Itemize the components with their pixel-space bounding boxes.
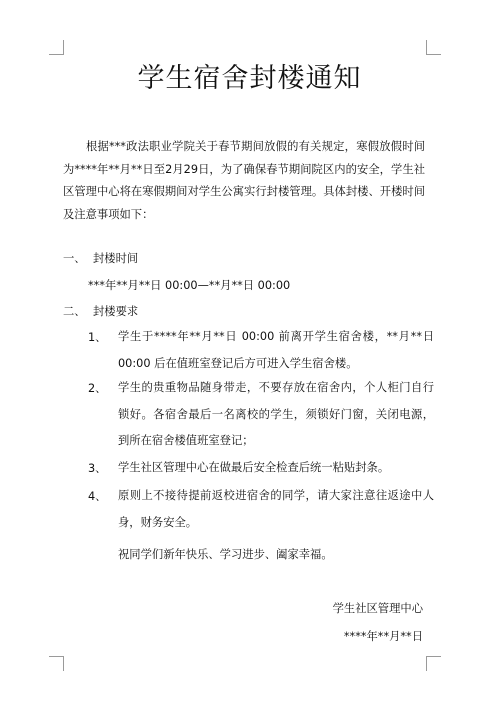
- signature-date: ****年**月**日: [343, 630, 423, 643]
- crop-mark-top-right: [426, 40, 441, 55]
- section-1-heading: [63, 250, 138, 266]
- requirement-text: 原则上不接待提前返校进宿舍的同学，请大家注意往返途中人身，财务安全。: [118, 489, 434, 529]
- section-2-heading: [63, 303, 138, 319]
- section-2-title: 封楼要求: [93, 305, 139, 318]
- requirement-text: 学生于****年**月**日 00:00 前离开学生宿舍楼，**月**日 00:00 后在值班室登记后方可进入学生宿舍楼。: [118, 330, 434, 370]
- section-1-number: 一、: [63, 252, 86, 265]
- intro-paragraph: 根据***政法职业学院关于春节期间放假的有关规定，寒假放假时间为****年**月**日至2月29日，为了确保春节期间院区内的安全，学生社区管理中心将在寒假期间对学生公寓实行封楼管理。具体封楼、开楼时间及注意事项如下：: [63, 140, 425, 221]
- closing-greeting: 祝同学们新年快乐、学习进步、阖家幸福。: [118, 548, 333, 561]
- crop-mark-top-left: [49, 40, 64, 55]
- crop-mark-bottom-right: [426, 656, 441, 671]
- section-1-content: ***年**月**日 00:00—**月**日 00:00: [88, 279, 291, 292]
- requirement-item-2: [88, 375, 438, 455]
- requirement-text: 学生社区管理中心在做最后安全检查后统一粘贴封条。: [118, 461, 390, 474]
- crop-mark-bottom-left: [49, 656, 64, 671]
- requirement-text: 学生的贵重物品随身带走，不要存放在宿舍内，个人柜门自行锁好。各宿舍最后一名离校的学生，须锁好门窗，关闭电源，到所在宿舍楼值班室登记；: [118, 381, 434, 447]
- requirement-item-4: [88, 483, 438, 536]
- requirement-item-3: [88, 455, 438, 482]
- section-2-number: 二、: [63, 305, 86, 318]
- requirement-item-1: [88, 324, 438, 377]
- requirement-number: 3、: [88, 462, 107, 475]
- requirement-number: 1、: [88, 331, 107, 344]
- section-1-title: 封楼时间: [93, 252, 139, 265]
- requirement-number: 4、: [88, 490, 107, 503]
- requirement-number: 2、: [88, 382, 107, 395]
- document-title: 学生宿舍封楼通知: [137, 63, 362, 94]
- signature-org: 学生社区管理中心: [332, 602, 423, 615]
